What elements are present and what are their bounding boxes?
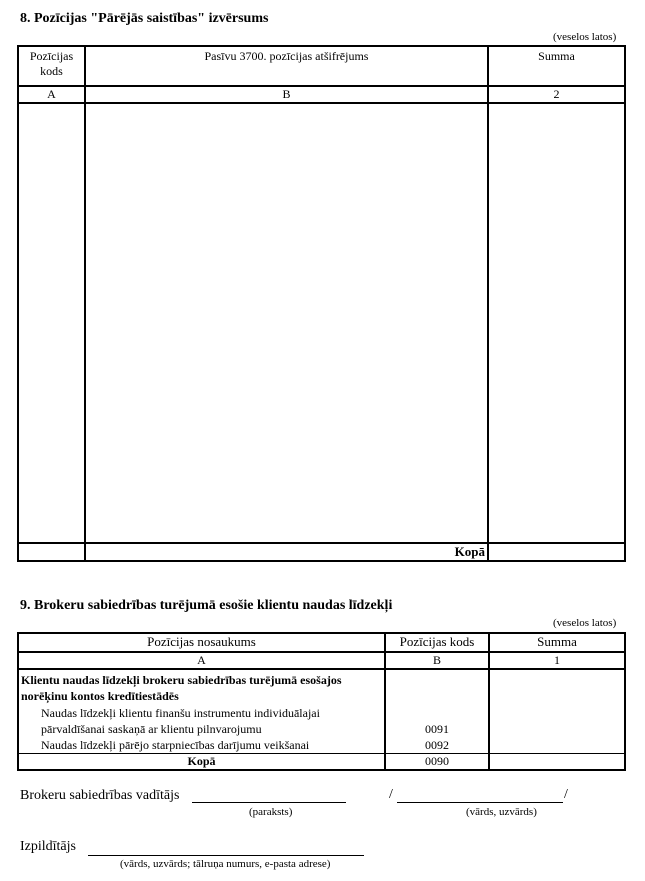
rows-sum-cell[interactable] [489, 669, 625, 754]
letter-a: A [18, 86, 85, 103]
row-main-name: Klientu naudas līdzekļi brokeru sabiedrības turējumā esošajos norēķinu kontos kredītiestādēs [21, 673, 342, 703]
name-line[interactable] [397, 802, 563, 803]
header-desc: Pasīvu 3700. pozīcijas atšifrējums [85, 46, 488, 86]
executor-line[interactable] [88, 855, 364, 856]
header-sum: Summa [488, 46, 625, 86]
total-sum-cell[interactable] [489, 754, 625, 771]
letter-2: 2 [488, 86, 625, 103]
total-code: 0090 [385, 754, 489, 771]
section8-table [17, 45, 626, 562]
section9-table [17, 632, 626, 771]
slash-right: / [564, 787, 568, 802]
name-caption: (vārds, uzvārds) [466, 806, 537, 818]
header-code: Pozīcijas kods [18, 46, 85, 86]
signature-line[interactable] [192, 802, 346, 803]
row-0092-name: Naudas līdzekļi pārējo starpniecības darījumu veikšanai [41, 738, 310, 752]
row-0092-code: 0092 [425, 738, 449, 752]
executor-label: Izpildītājs [20, 839, 76, 854]
total-sum-cell[interactable] [488, 543, 625, 561]
section9-unit: (veselos latos) [553, 617, 617, 629]
letter-b: B [85, 86, 488, 103]
executor-caption: (vārds, uzvārds; tālruņa numurs, e-pasta adrese) [120, 858, 331, 870]
letter-b: B [385, 652, 489, 669]
total-empty [18, 543, 85, 561]
header-name: Pozīcijas nosaukums [18, 633, 385, 652]
body-desc-cell[interactable] [85, 103, 488, 543]
row-0091-name: Naudas līdzekļi klientu finanšu instrumentu individuālajai pārvaldīšanai saskaņā ar klientu pilnvarojumu [41, 706, 320, 736]
letter-a: A [18, 652, 385, 669]
total-label: Kopā [85, 543, 488, 561]
section9-title: 9. Brokeru sabiedrības turējumā esošie klientu naudas līdzekļi [20, 598, 393, 613]
section8-title: 8. Pozīcijas "Pārējās saistības" izvērsums [20, 11, 269, 26]
slash-left: / [389, 787, 393, 802]
body-sum-cell[interactable] [488, 103, 625, 543]
body-code-cell[interactable] [18, 103, 85, 543]
manager-label: Brokeru sabiedrības vadītājs [20, 788, 180, 803]
header-sum: Summa [489, 633, 625, 652]
total-label: Kopā [18, 754, 385, 771]
letter-1: 1 [489, 652, 625, 669]
signature-caption: (paraksts) [249, 806, 293, 818]
header-code: Pozīcijas kods [385, 633, 489, 652]
row-0091-code: 0091 [425, 722, 449, 736]
section8-unit: (veselos latos) [553, 31, 617, 43]
